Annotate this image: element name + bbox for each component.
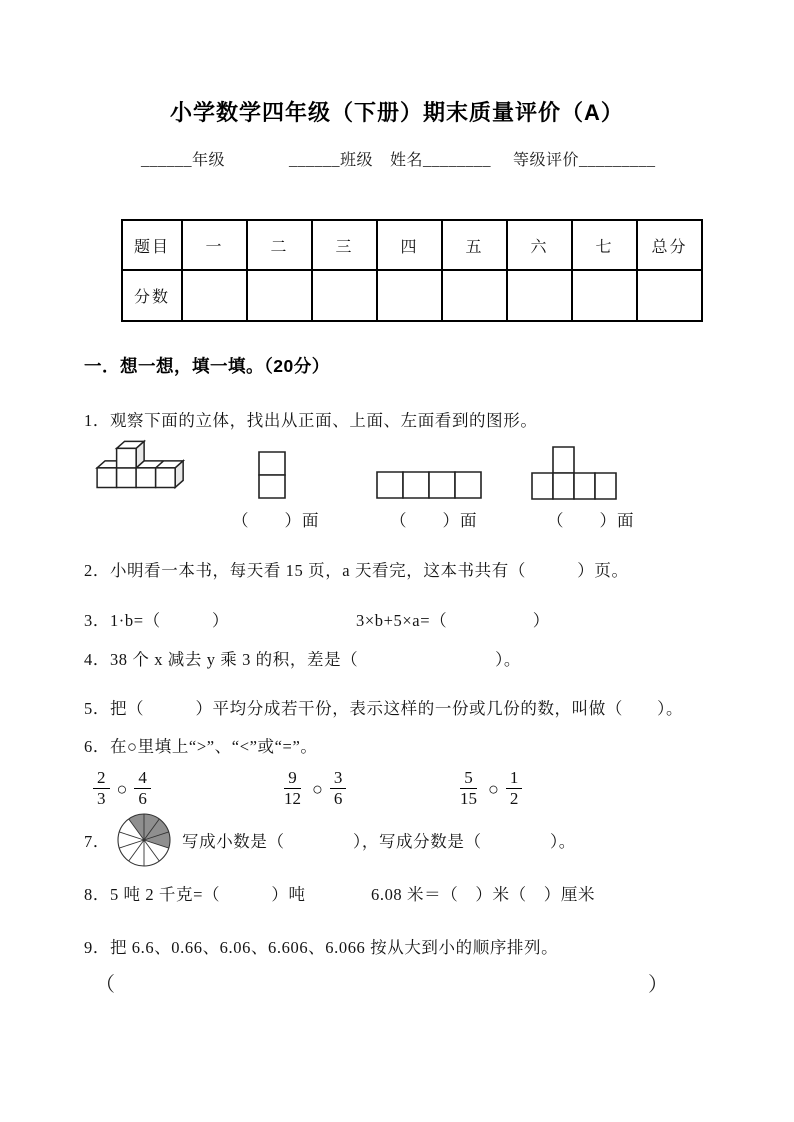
top-view-figure	[376, 471, 482, 499]
front-view-figure	[258, 451, 286, 499]
fraction: $\frac{5}{15}$	[460, 768, 477, 809]
question-7-number: 7．	[84, 832, 110, 851]
score-cell	[377, 270, 442, 321]
question-3-right-expression: 3×b+5×a=（ ）	[356, 611, 550, 630]
page-title: 小学数学四年级（下册）期末质量评价（A）	[170, 100, 624, 125]
question-9-text: 9．把 6.6、0.66、6.06、6.606、6.066 按从大到小的顺序排列。	[84, 938, 559, 957]
view-answer-label: （ ）面	[390, 511, 478, 530]
view-answer-label: （ ）面	[232, 511, 320, 530]
score-table-header-cell: 七	[572, 220, 637, 270]
answer-line-close-paren: ）	[648, 974, 668, 996]
question-6-text: 6．在○里填上“>”、“<”或“=”。	[84, 737, 318, 756]
answer-line-open-paren: （	[95, 974, 115, 996]
score-row-label: 分数	[122, 270, 182, 321]
compare-circle: ○	[488, 778, 499, 799]
grade-blank: ______年级	[141, 152, 226, 169]
class-blank: ______班级	[289, 152, 374, 169]
score-table-header-cell: 三	[312, 220, 377, 270]
compare-circle: ○	[116, 778, 128, 799]
score-cell	[572, 270, 637, 321]
section-one-heading: 一．想一想，填一填。（20分）	[84, 356, 330, 376]
view-answer-label: （ ）面	[547, 511, 635, 530]
question-1-text: 1．观察下面的立体，找出从正面、上面、左面看到的图形。	[84, 411, 538, 430]
cube-stack-figure	[95, 436, 195, 491]
question-5-text: 5．把（ ）平均分成若干份，表示这样的一份或几份的数，叫做（ ）。	[84, 699, 684, 718]
score-cell	[507, 270, 572, 321]
compare-circle: ○	[312, 778, 323, 799]
pie-chart-figure	[115, 811, 173, 869]
fraction: $\frac{1}{2}$	[506, 768, 523, 810]
score-table-header-cell: 总分	[637, 220, 702, 270]
fraction: $\frac{2}{3}$	[93, 768, 110, 810]
score-cell	[312, 270, 377, 321]
score-cell	[247, 270, 312, 321]
score-table-header-cell: 一	[182, 220, 247, 270]
score-table-header-cell: 二	[247, 220, 312, 270]
question-3-left-expression: 3．1·b=（ ）	[84, 611, 230, 630]
score-table	[121, 219, 703, 322]
score-table-header-cell: 六	[507, 220, 572, 270]
fraction: $\frac{3}{6}$	[330, 768, 347, 810]
question-4-text: 4．38 个 x 减去 y 乘 3 的积，差是（ ）。	[84, 650, 522, 669]
fraction-comparison	[280, 768, 346, 810]
fraction: $\frac{9}{12}$	[284, 768, 301, 809]
question-7-text: 写成小数是（ ），写成分数是（ ）。	[182, 832, 576, 851]
rating-blank: 等级评价_________	[513, 152, 656, 169]
score-table-header-cell: 四	[377, 220, 442, 270]
fraction-comparison	[456, 768, 522, 810]
score-table-header-row	[122, 220, 702, 270]
fraction: $\frac{4}{6}$	[134, 768, 151, 810]
score-table-score-row	[122, 270, 702, 321]
side-view-figure	[531, 446, 617, 500]
fraction-comparison	[93, 768, 151, 810]
name-blank: 姓名________	[390, 152, 492, 169]
score-cell	[637, 270, 702, 321]
question-2-text: 2．小明看一本书，每天看 15 页，a 天看完，这本书共有（ ）页。	[84, 561, 629, 580]
score-cell	[442, 270, 507, 321]
score-table-header-cell: 题目	[122, 220, 182, 270]
score-table-header-cell: 五	[442, 220, 507, 270]
question-8-right: 6.08 米＝（ ）米（ ）厘米	[371, 885, 596, 904]
score-cell	[182, 270, 247, 321]
question-8-left: 8．5 吨 2 千克=（ ）吨	[84, 885, 306, 904]
